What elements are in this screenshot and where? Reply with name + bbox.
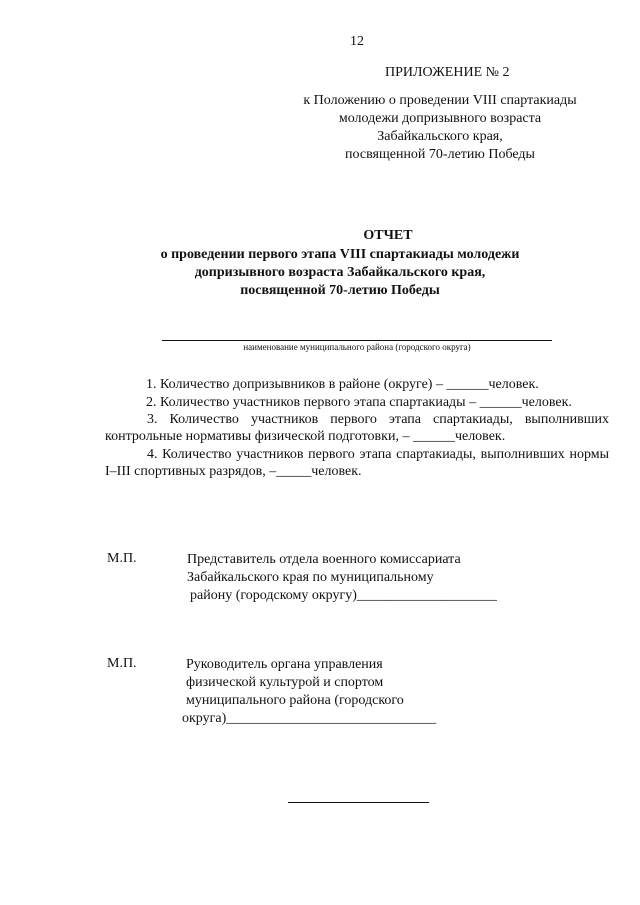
signature-line: округа)______________________________ — [182, 711, 437, 726]
stamp-label: М.П. — [107, 656, 137, 671]
stamp-label: М.П. — [107, 551, 137, 566]
appendix-subtitle-line: посвященной 70-летию Победы — [345, 147, 535, 162]
report-item-1: 1. Количество допризывников в районе (округе) – ______человек. — [146, 377, 539, 392]
report-title: ОТЧЕТ — [363, 228, 413, 243]
appendix-subtitle-line: к Положению о проведении VIII спартакиады — [303, 93, 577, 108]
report-item-2: 2. Количество участников первого этапа спартакиады – ______человек. — [146, 395, 572, 410]
appendix-subtitle-line: молодежи допризывного возраста — [338, 111, 542, 126]
municipality-name-caption: наименование муниципального района (городского округа) — [243, 342, 471, 352]
report-subtitle — [120, 246, 560, 300]
report-subtitle-line: о проведении первого этапа VIII спартакиады молодежи — [160, 247, 520, 262]
municipality-name-line — [162, 340, 552, 341]
sports-head-signature — [182, 656, 437, 728]
appendix-label: ПРИЛОЖЕНИЕ № 2 — [385, 65, 510, 80]
signature-line: Представитель отдела военного комиссариата — [187, 552, 461, 567]
report-subtitle-line: допризывного возраста Забайкальского края, — [194, 265, 486, 280]
bottom-signature-line — [288, 802, 429, 803]
signature-line: району (городскому округу)____________________ — [190, 588, 497, 603]
signature-line: Руководитель органа управления — [186, 657, 383, 672]
page-number: 12 — [350, 34, 364, 49]
signature-line: Забайкальского края по муниципальному — [187, 570, 434, 585]
signature-line: физической культурой и спортом — [186, 675, 384, 690]
report-item-3: 3. Количество участников первого этапа спартакиады, выполнивших контрольные нормативы физической подготовки, – ______человек. — [105, 412, 609, 444]
report-item-4: 4. Количество участников первого этапа спартакиады, выполнивших нормы I–III спортивных разрядов, –_____человек. — [105, 447, 609, 479]
appendix-subtitle-line: Забайкальского края, — [377, 129, 503, 144]
report-subtitle-line: посвященной 70-летию Победы — [240, 283, 440, 298]
signature-line: муниципального района (городского — [186, 693, 404, 708]
military-representative-signature — [187, 551, 497, 605]
appendix-subtitle — [180, 92, 640, 164]
